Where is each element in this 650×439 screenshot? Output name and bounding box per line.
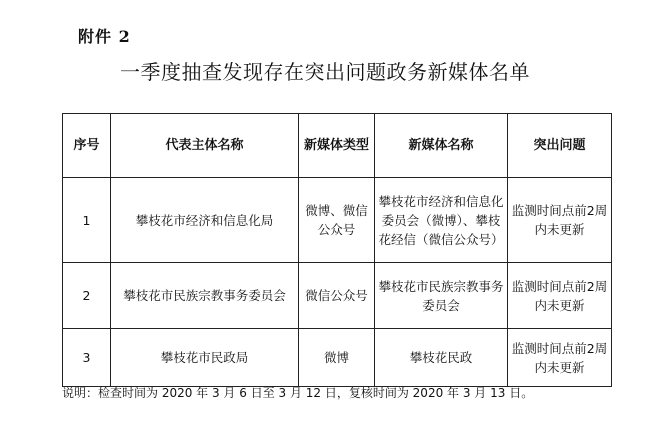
table-row [63,178,612,263]
row-number: 3 [63,329,111,387]
footnote: 说明：检查时间为 2020 年 3 月 6 日至 3 月 12 日，复核时间为 2020 年 3 月 13 日。 [62,386,534,400]
row-subject-name: 攀枝花市民政局 [111,329,299,387]
header-media-type: 新媒体类型 [299,114,375,178]
attachment-label: 附件 2 [78,27,131,46]
row-number: 1 [63,178,111,263]
document-title: 一季度抽查发现存在突出问题政务新媒体名单 [120,60,530,84]
row-media-name: 攀枝花市民族宗教事务委员会 [375,263,508,329]
row-issue: 监测时间点前2周内未更新 [508,329,612,387]
row-number: 2 [63,263,111,329]
row-issue: 监测时间点前2周内未更新 [508,263,612,329]
table-header-row [63,114,612,178]
row-media-name: 攀枝花民政 [375,329,508,387]
header-issue: 突出问题 [508,114,612,178]
row-media-type: 微博 [299,329,375,387]
row-media-type: 微信公众号 [299,263,375,329]
header-number: 序号 [63,114,111,178]
row-issue: 监测时间点前2周内未更新 [508,178,612,263]
table-row [63,263,612,329]
header-subject-name: 代表主体名称 [111,114,299,178]
media-list-table [62,113,612,387]
row-subject-name: 攀枝花市经济和信息化局 [111,178,299,263]
row-subject-name: 攀枝花市民族宗教事务委员会 [111,263,299,329]
row-media-type: 微博、微信公众号 [299,178,375,263]
header-media-name: 新媒体名称 [375,114,508,178]
row-media-name: 攀枝花市经济和信息化委员会（微博）、攀枝花经信（微信公众号） [375,178,508,263]
table-row [63,329,612,387]
